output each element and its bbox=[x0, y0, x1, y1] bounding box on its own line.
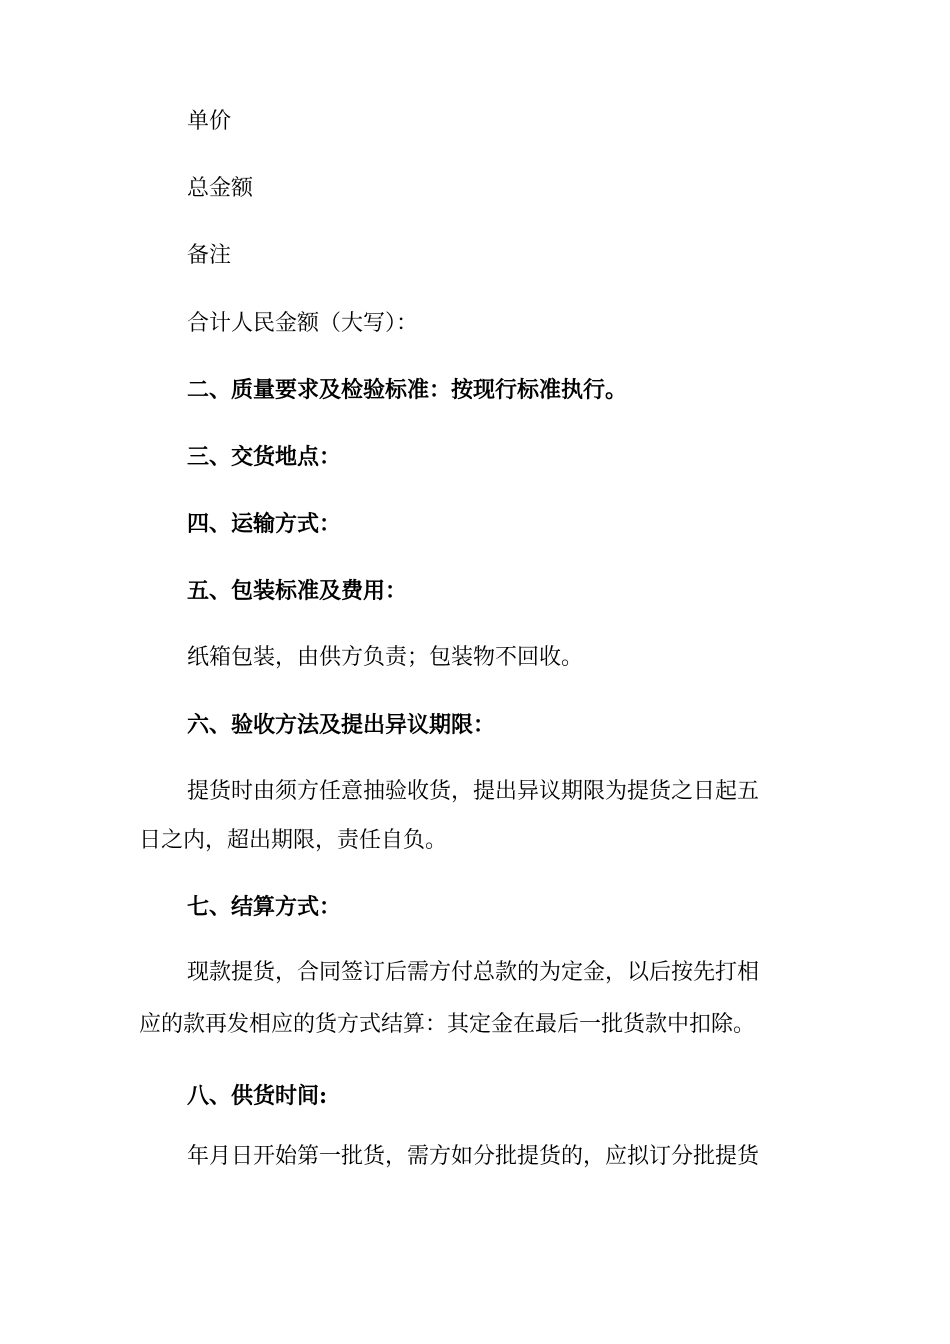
section-3-heading: 三、交货地点： bbox=[187, 444, 342, 470]
field-remarks: 备注 bbox=[187, 243, 232, 268]
section-2-heading: 二、质量要求及检验标准：按现行标准执行。 bbox=[187, 377, 628, 403]
section-6-body-line-2: 日之内，超出期限，责任自负。 bbox=[139, 828, 448, 853]
section-7-body-line-1: 现款提货，合同签订后需方付总款的为定金，以后按先打相 bbox=[187, 960, 760, 985]
section-4-heading: 四、运输方式： bbox=[187, 511, 342, 537]
field-total-amount: 总金额 bbox=[187, 176, 254, 201]
section-5-body: 纸箱包装，由供方负责；包装物不回收。 bbox=[187, 645, 584, 670]
section-5-heading: 五、包装标准及费用： bbox=[187, 578, 408, 604]
section-7-heading: 七、结算方式： bbox=[187, 894, 342, 920]
field-total-rmb: 合计人民金额（大写）： bbox=[187, 311, 419, 336]
section-8-heading: 八、供货时间: bbox=[187, 1083, 328, 1109]
section-6-heading: 六、验收方法及提出异议期限： bbox=[187, 712, 496, 738]
field-unit-price: 单价 bbox=[187, 109, 232, 134]
section-7-body-line-2: 应的款再发相应的货方式结算：其定金在最后一批货款中扣除。 bbox=[139, 1012, 756, 1037]
section-8-body-line-1: 年月日开始第一批货，需方如分批提货的，应拟订分批提货 bbox=[187, 1144, 760, 1169]
section-6-body-line-1: 提货时由须方任意抽验收货，提出异议期限为提货之日起五 bbox=[187, 779, 760, 804]
